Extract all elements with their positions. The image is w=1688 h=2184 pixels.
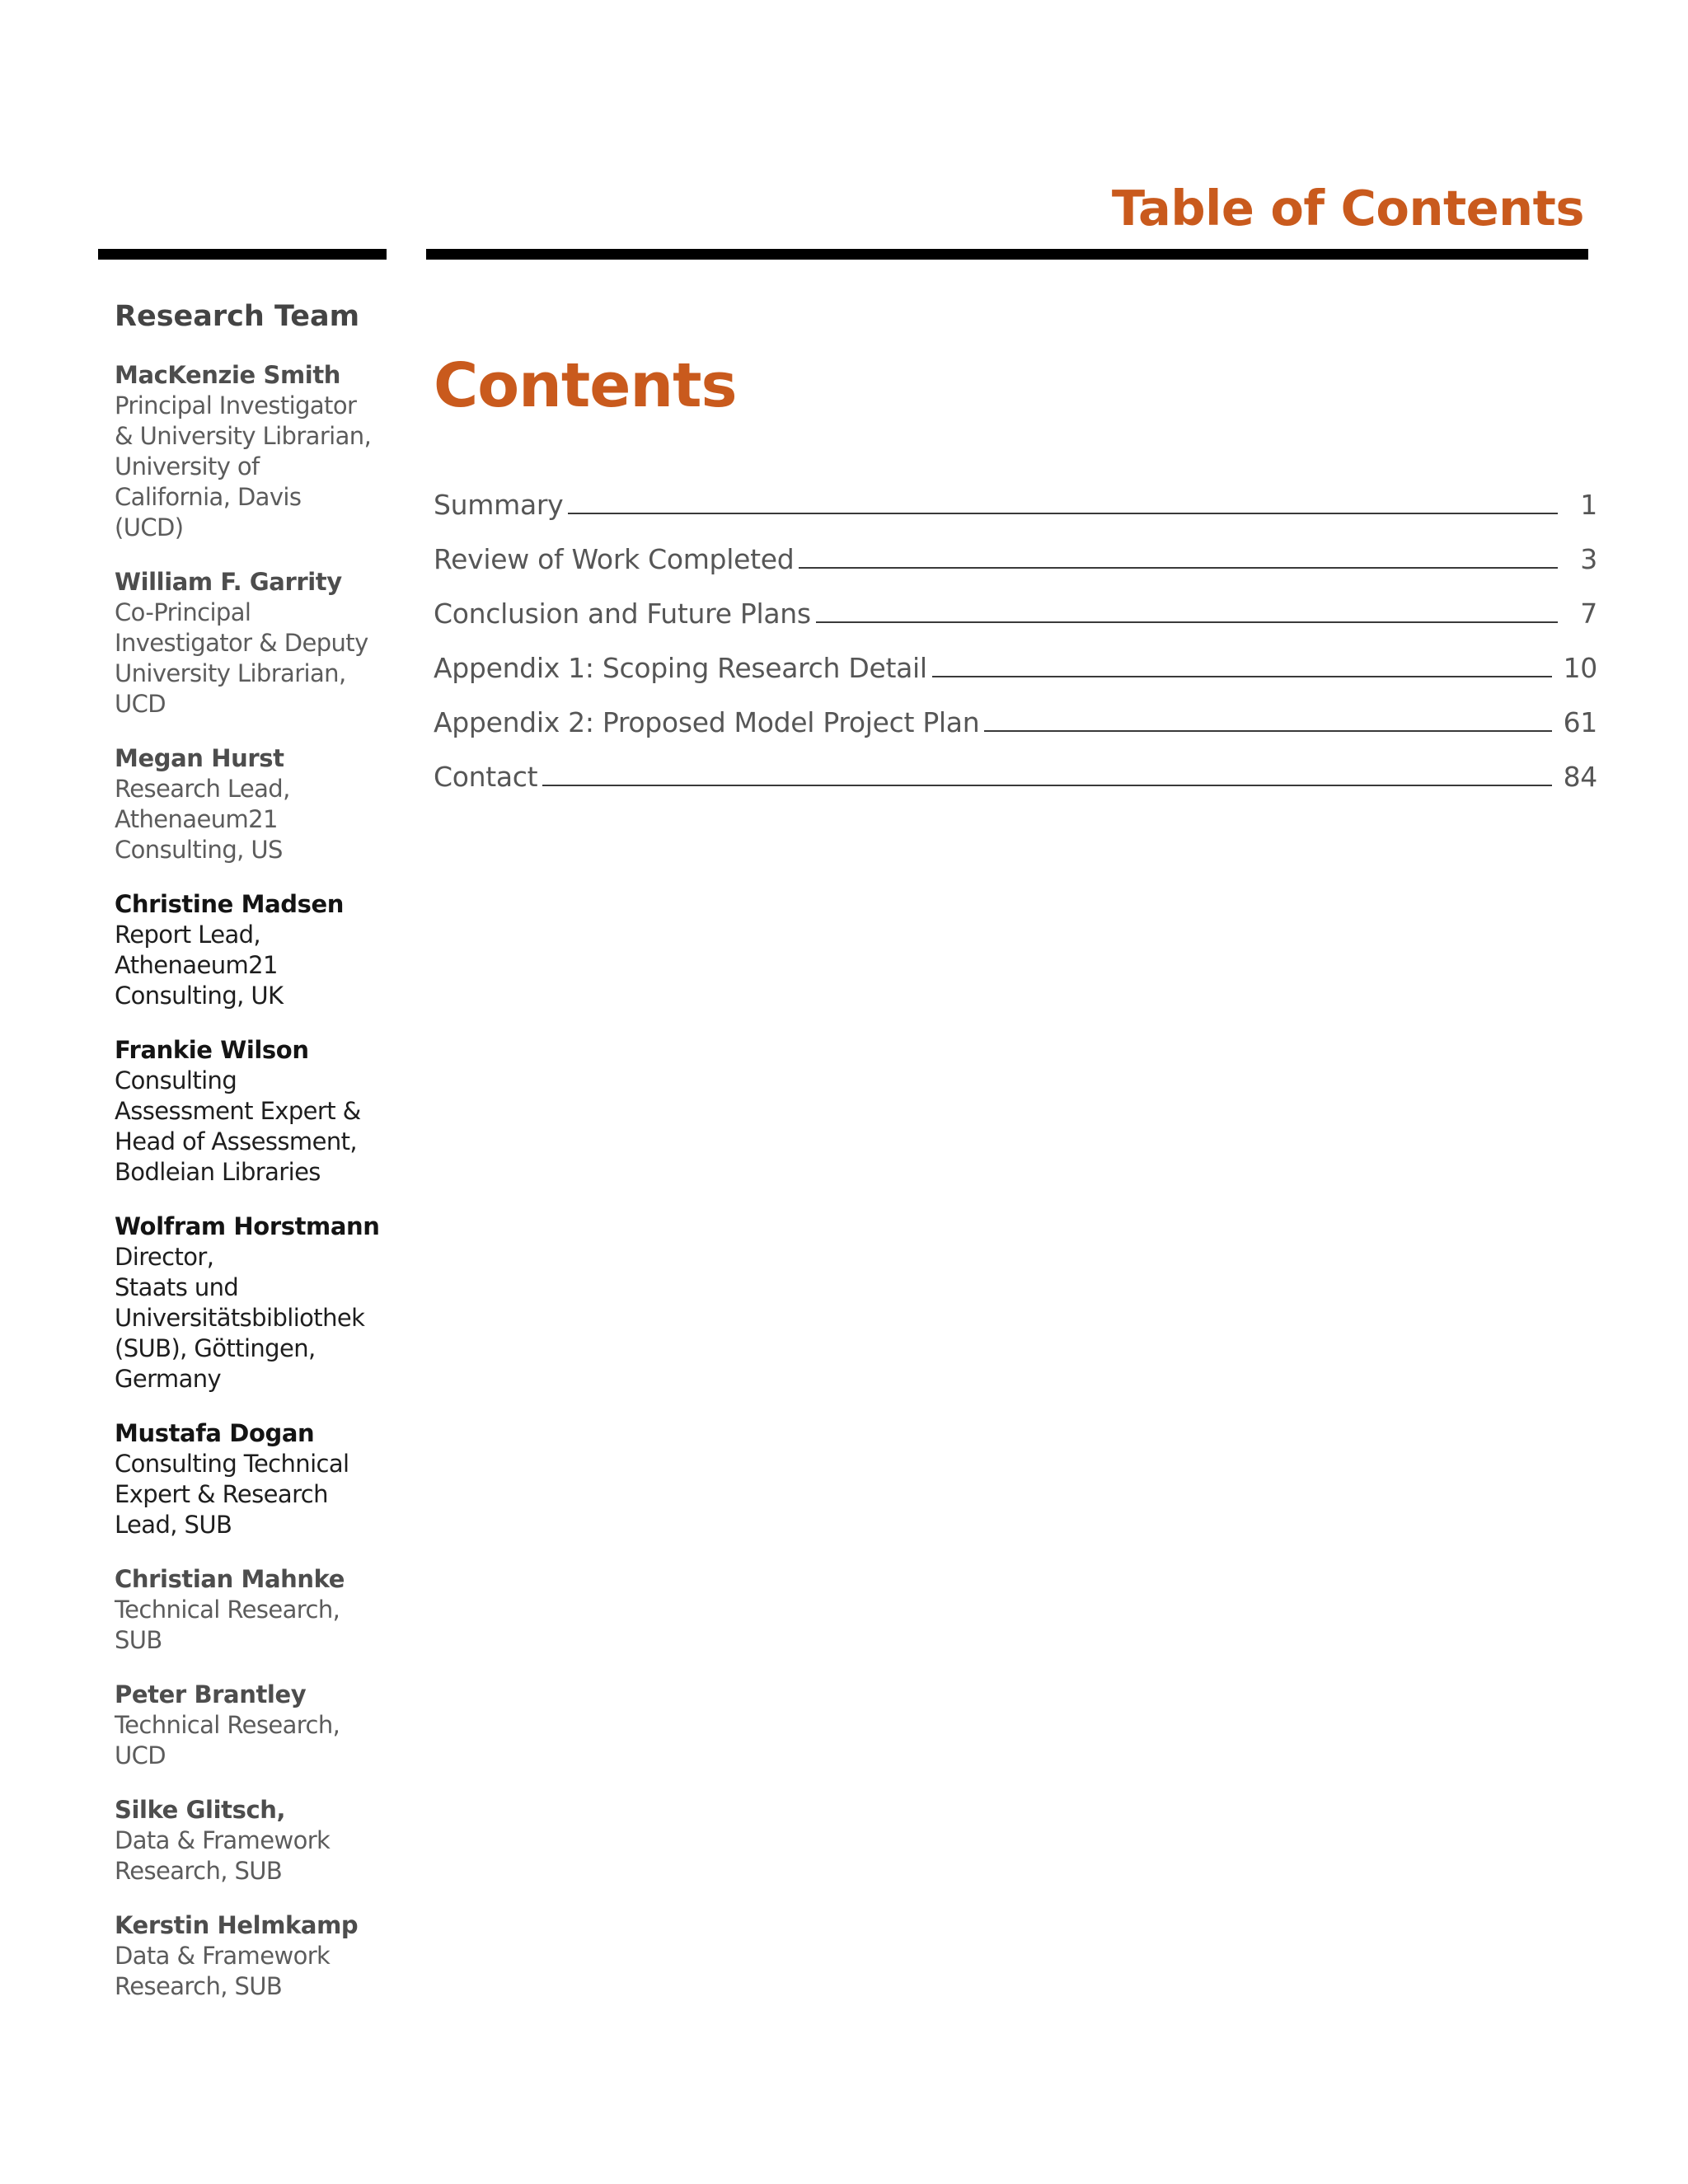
member-role: Consulting Assessment Expert & Head of Assessment, Bodleian Libraries: [115, 1066, 361, 1186]
member-name: Megan Hurst: [115, 744, 284, 772]
team-member: [115, 1212, 387, 1394]
team-member: [115, 1910, 387, 2002]
team-member: [115, 889, 387, 1011]
toc-entry-label: Conclusion and Future Plans: [434, 598, 811, 630]
member-name: MacKenzie Smith: [115, 361, 341, 389]
team-member: [115, 743, 387, 865]
member-name: Frankie Wilson: [115, 1036, 309, 1064]
member-name: Wolfram Horstmann: [115, 1212, 380, 1240]
member-role: Technical Research, UCD: [115, 1711, 340, 1769]
research-team-heading: Research Team: [115, 300, 360, 333]
member-role: Principal Investigator & University Librarian, University of California, Davis (UCD): [115, 391, 372, 541]
team-member: [115, 1564, 387, 1656]
team-member: [115, 1035, 387, 1188]
toc-entry-label: Review of Work Completed: [434, 543, 795, 575]
member-role: Research Lead, Athenaeum21 Consulting, US: [115, 775, 290, 864]
toc-entry-label: Contact: [434, 761, 538, 793]
toc-entry-page: 84: [1563, 761, 1597, 793]
team-member: [115, 360, 387, 543]
toc-entry-label: Appendix 1: Scoping Research Detail: [434, 652, 927, 684]
team-member: [115, 1795, 387, 1886]
toc-leader-line: [984, 729, 1551, 732]
toc-leader-line: [542, 784, 1551, 786]
member-role: Consulting Technical Expert & Research Lead, SUB: [115, 1450, 349, 1539]
team-member: [115, 1680, 387, 1771]
member-role: Technical Research, SUB: [115, 1596, 340, 1654]
toc-entry-summary[interactable]: [434, 468, 1597, 523]
member-role: Director, Staats und Universitätsbibliothek (SUB), Göttingen, Germany: [115, 1243, 365, 1393]
research-team-sidebar: [115, 298, 387, 2026]
toc-entry-page: 10: [1563, 652, 1597, 684]
toc-leader-line: [816, 621, 1558, 623]
toc-entry-page: 61: [1563, 706, 1597, 738]
toc-entry-page: 7: [1580, 598, 1597, 630]
team-member: [115, 567, 387, 719]
member-role: Data & Framework Research, SUB: [115, 1826, 331, 1885]
toc-entry-page: 3: [1580, 543, 1597, 575]
toc-entry-page: 1: [1580, 489, 1597, 521]
toc-entry-label: Summary: [434, 489, 564, 521]
toc-entry-review[interactable]: [434, 523, 1597, 577]
main-header-rule: [426, 249, 1588, 260]
page-title: Table of Contents: [1111, 180, 1584, 237]
toc-entry-contact[interactable]: [434, 740, 1597, 794]
toc-entry-label: Appendix 2: Proposed Model Project Plan: [434, 706, 980, 738]
toc-leader-line: [799, 566, 1558, 569]
member-role: Co-Principal Investigator & Deputy University Librarian, UCD: [115, 598, 368, 718]
toc-leader-line: [932, 675, 1552, 677]
member-name: Christine Madsen: [115, 890, 345, 918]
toc-entry-appendix-2[interactable]: [434, 686, 1597, 740]
team-member: [115, 1418, 387, 1540]
contents-heading: Contents: [434, 350, 737, 421]
toc-leader-line: [568, 512, 1558, 514]
member-name: Christian Mahnke: [115, 1565, 345, 1593]
toc-entry-conclusion[interactable]: [434, 577, 1597, 631]
member-role: Data & Framework Research, SUB: [115, 1942, 331, 2000]
member-name: Mustafa Dogan: [115, 1419, 315, 1447]
member-name: Peter Brantley: [115, 1680, 307, 1708]
member-name: William F. Garrity: [115, 568, 342, 596]
toc-entry-appendix-1[interactable]: [434, 631, 1597, 686]
sidebar-header-rule: [98, 249, 387, 260]
member-name: Silke Glitsch,: [115, 1796, 286, 1824]
member-role: Report Lead, Athenaeum21 Consulting, UK: [115, 921, 284, 1010]
table-of-contents: [434, 468, 1597, 794]
member-name: Kerstin Helmkamp: [115, 1911, 359, 1939]
